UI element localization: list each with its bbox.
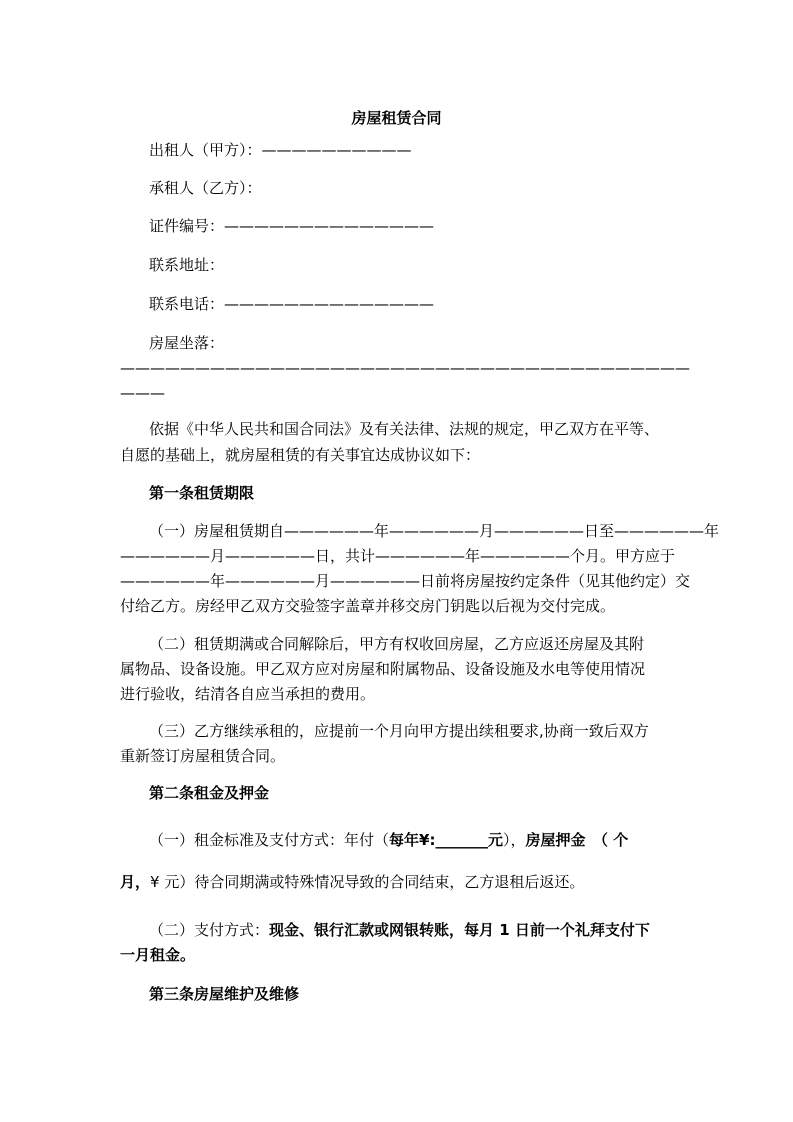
id-number-line: 证件编号：——————————————: [149, 217, 435, 235]
document-title: 房屋租赁合同: [351, 109, 442, 127]
article1-p3-line2: 重新签订房屋租赁合同。: [120, 747, 286, 765]
payment-method-text: 现金、银行汇款或网银转账，每月 1 日前一个礼拜支付下: [269, 921, 650, 939]
lessee-line: 承租人（乙方）：: [149, 179, 262, 197]
deposit-label: 房屋押金 （ 个: [525, 831, 629, 849]
deposit-month: 月，: [120, 873, 151, 891]
article2-heading: 第二条租金及押金: [149, 784, 270, 802]
article1-heading: 第一条租赁期限: [149, 484, 255, 502]
article1-p1-line2: ——————月——————日，共计——————年——————个月。甲方应于: [120, 547, 676, 565]
article1-p2-line2: 属物品、设备设施。甲乙双方应对房屋和附属物品、设备设施及水电等使用情况: [120, 660, 646, 678]
phone-line: 联系电话：——————————————: [149, 295, 435, 313]
article2-p1-line1: [149, 830, 628, 850]
address-line: 联系地址：: [149, 256, 225, 274]
payment-method-label: （二）支付方式：: [149, 921, 270, 939]
article1-p2-line3: 进行验收，结清各自应当承担的费用。: [120, 685, 376, 703]
rent-standard-label: （一）租金标准及支付方式：年付（: [149, 831, 390, 849]
article1-p2-line1: （二）租赁期满或合同解除后，甲方有权收回房屋，乙方应返还房屋及其附: [149, 635, 645, 653]
article2-p2-line2: 一月租金。: [120, 946, 196, 964]
article3-heading: 第三条房屋维护及维修: [149, 985, 300, 1003]
article2-p1-line2: [120, 872, 584, 892]
article1-p1-line4: 付给乙方。房经甲乙双方交验签字盖章并移交房门钥匙以后视为交付完成。: [120, 597, 616, 615]
location-blank-line-1: ——————————————————————————————————————: [120, 359, 690, 377]
article1-p1-line1: （一）房屋租赁期自——————年——————月——————日至——————年: [149, 522, 720, 540]
intro-line-2: 自愿的基础上，就房屋租赁的有关事宜达成协议如下：: [120, 446, 481, 464]
article2-p2-line1: [149, 920, 650, 940]
location-blank-line-2: ———: [120, 384, 165, 402]
intro-line-1: 依据《中华人民共和国合同法》及有关法律、法规的规定，甲乙双方在平等、: [149, 420, 660, 438]
annual-rent-field: 每年¥:_______元: [389, 831, 503, 849]
article1-p1-line3: ——————年——————月——————日前将房屋按约定条件（见其他约定）交: [120, 572, 691, 590]
location-line: 房屋坐落：: [149, 334, 225, 352]
rent-paren-close: ），: [502, 831, 526, 849]
deposit-refund-text: ¥ 元）待合同期满或特殊情况导致的合同结束，乙方退租后返还。: [150, 873, 585, 891]
lessor-line: 出租人（甲方）：——————————: [149, 141, 412, 159]
article1-p3-line1: （三）乙方继续承租的，应提前一个月向甲方提出续租要求,协商一致后双方: [149, 722, 649, 740]
